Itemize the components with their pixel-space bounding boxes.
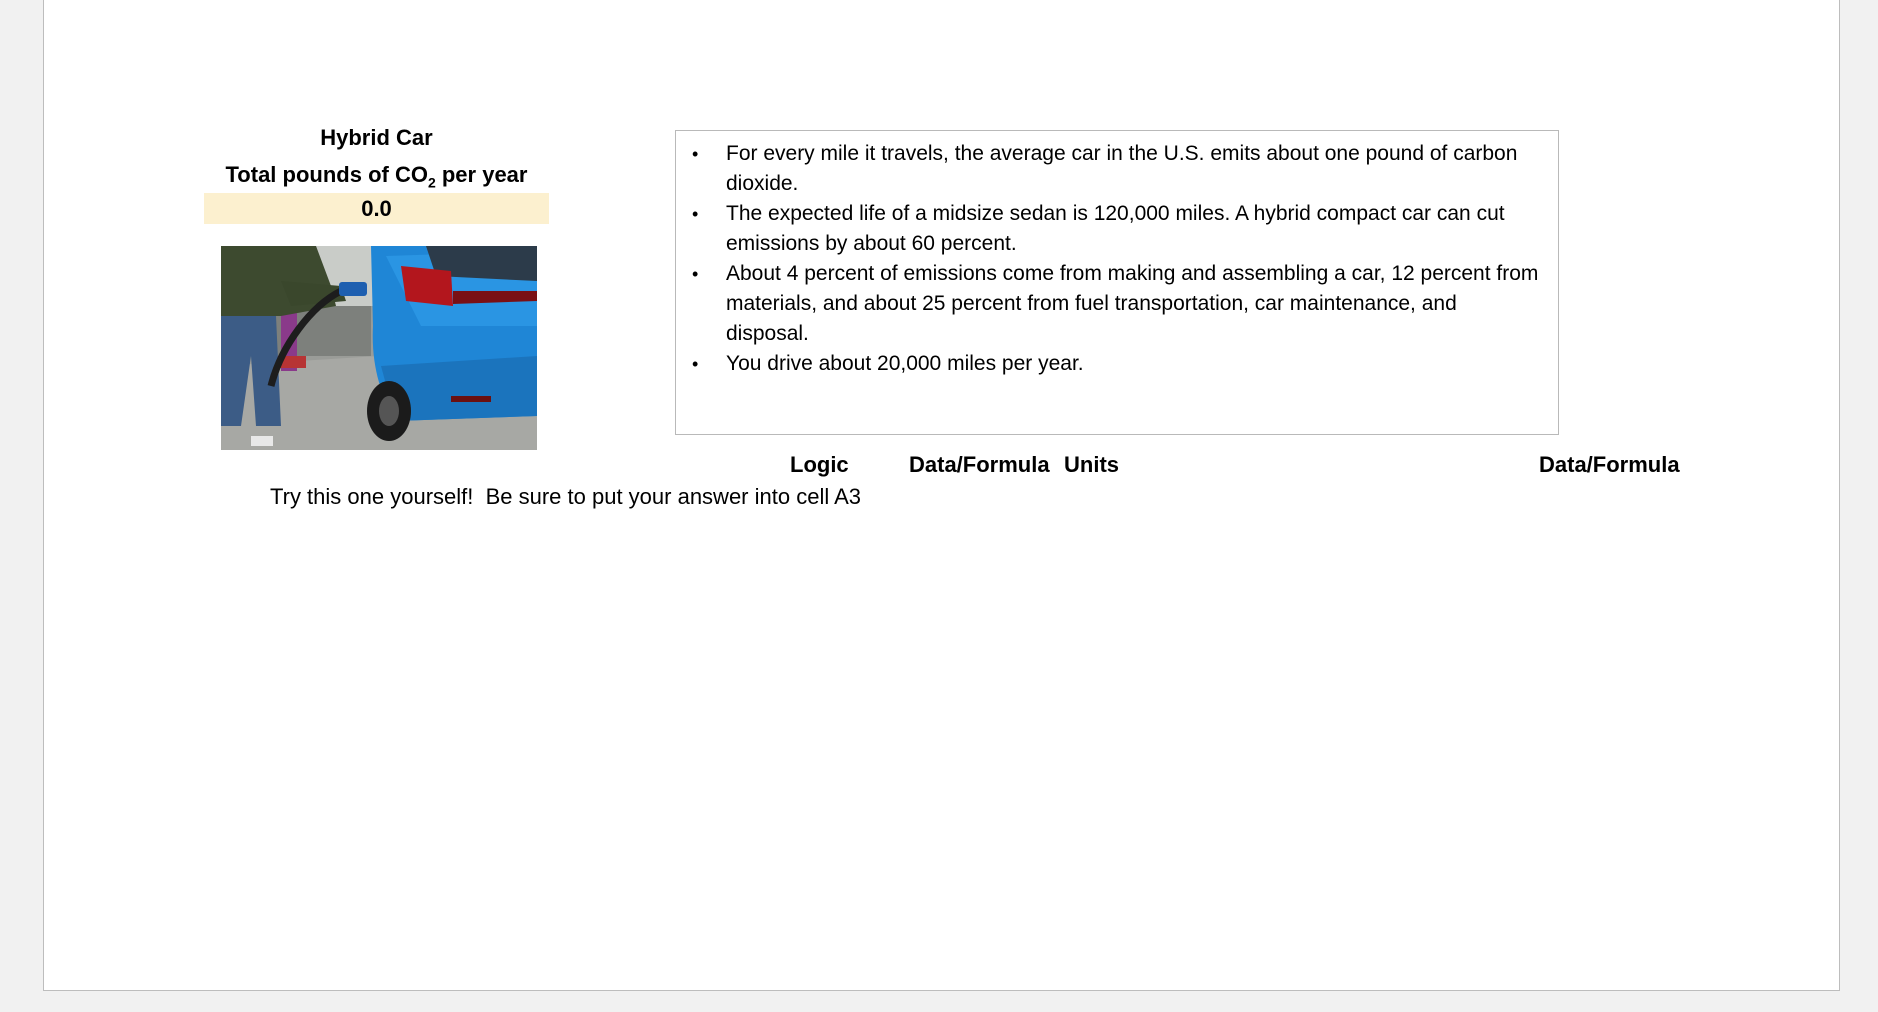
fact-item [692, 139, 1540, 199]
instruction-text[interactable]: Try this one yourself! Be sure to put your answer into cell A3 [270, 484, 862, 509]
fact-item [692, 349, 1540, 379]
bullet: • [692, 354, 699, 374]
fact-text: For every mile it travels, the average car in the U.S. emits about one pound of carbon dioxide. [726, 142, 1518, 195]
co2-label [204, 160, 549, 197]
spreadsheet-page [43, 0, 1840, 991]
fact-text: You drive about 20,000 miles per year. [726, 352, 1084, 375]
bullet: • [692, 204, 699, 224]
hybrid-car-photo [221, 246, 537, 450]
facts-list [692, 139, 1540, 379]
fact-item [692, 259, 1540, 349]
fact-text: About 4 percent of emissions come from making and assembling a car, 12 percent from materials, and about 25 percent from fuel transportation, car maintenance, and disposal. [726, 262, 1539, 345]
data-formula-header-2[interactable]: Data/Formula [1539, 452, 1680, 477]
car-title: Hybrid Car [320, 125, 433, 150]
co2-label-prefix: Total pounds of CO [225, 162, 428, 187]
fact-text: The expected life of a midsize sedan is 120,000 miles. A hybrid compact car can cut emissions by about 60 percent. [726, 202, 1505, 255]
facts-box [675, 130, 1559, 435]
logic-header[interactable]: Logic [790, 452, 849, 477]
co2-result-cell[interactable]: 0.0 [204, 193, 549, 224]
co2-label-suffix: per year [435, 162, 528, 187]
bullet: • [692, 264, 699, 284]
fact-item [692, 199, 1540, 259]
units-header[interactable]: Units [1064, 452, 1119, 477]
bullet: • [692, 144, 699, 164]
data-formula-header[interactable]: Data/Formula [909, 452, 1050, 477]
co2-label-subscript: 2 [427, 174, 436, 191]
